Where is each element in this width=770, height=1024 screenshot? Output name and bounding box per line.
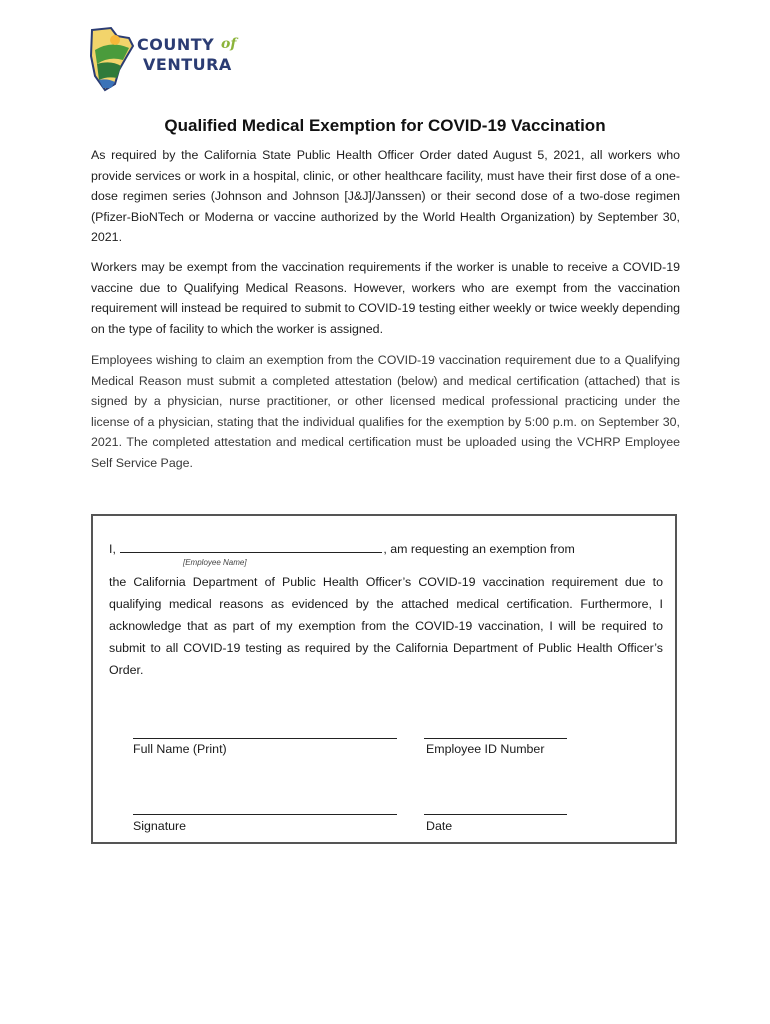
- employee-name-field[interactable]: [120, 538, 382, 553]
- request-prefix: I,: [109, 542, 116, 556]
- attestation-box: [91, 514, 677, 844]
- date-field[interactable]: [424, 814, 567, 815]
- logo-wordmark: [137, 35, 232, 75]
- attestation-text: the California Department of Public Health Officer’s COVID-19 vaccination requirement due to qualifying medical reasons as evidenced by the attached medical certification. Furthermore, I acknowledge that as part of my exemption from the COVID-19 vaccination, I will be required to submit to all COVID-19 testing as required by the California Department of Public Health Officer’s Order.: [109, 575, 663, 677]
- employee-id-field[interactable]: [424, 738, 567, 739]
- request-suffix: , am requesting an exemption from: [383, 542, 575, 556]
- logo-ventura: VENTURA: [143, 55, 232, 74]
- paragraph-exemption: Workers may be exempt from the vaccination requirements if the worker is unable to receive a COVID-19 vaccine due to Qualifying Medical Reasons. However, workers who are exempt from the vaccination requirement will instead be required to submit to COVID-19 testing either weekly or twice weekly depending on the type of facility to which the worker is assigned.: [91, 260, 680, 336]
- county-logo: [89, 26, 239, 92]
- date-label: Date: [426, 819, 453, 833]
- logo-county: COUNTY: [137, 35, 215, 54]
- employee-name-caption: [Employee Name]: [183, 558, 247, 567]
- request-line: [109, 538, 575, 556]
- full-name-field[interactable]: [133, 738, 397, 739]
- logo-of: of: [221, 36, 237, 52]
- employee-id-label: Employee ID Number: [426, 742, 545, 756]
- paragraph-instructions: Employees wishing to claim an exemption from the COVID-19 vaccination requirement due to a Qualifying Medical Reason must submit a completed attestation (below) and medical certification (attached) that is signed by a physician, nurse practitioner, or other licensed medical professional practicing under the license of a physician, stating that the individual qualifies for the exemption by 5:00 p.m. on September 30, 2021. The completed attestation and medical certification must be uploaded using the VCHRP Employee Self Service Page.: [91, 353, 680, 470]
- page-title: Qualified Medical Exemption for COVID-19 Vaccination: [164, 116, 606, 135]
- full-name-label: Full Name (Print): [133, 742, 227, 756]
- paragraph-requirement: As required by the California State Public Health Officer Order dated August 5, 2021, all workers who provide services or work in a hospital, clinic, or other healthcare facility, must have their first dose of a one-dose regimen series (Johnson and Johnson [J&J]/Janssen) or their second dose of a two-dose regimen (Pfizer-BioNTech or Moderna or vaccine authorized by the World Health Organization) by September 30, 2021.: [91, 148, 680, 245]
- signature-label: Signature: [133, 819, 187, 833]
- signature-field[interactable]: [133, 814, 397, 815]
